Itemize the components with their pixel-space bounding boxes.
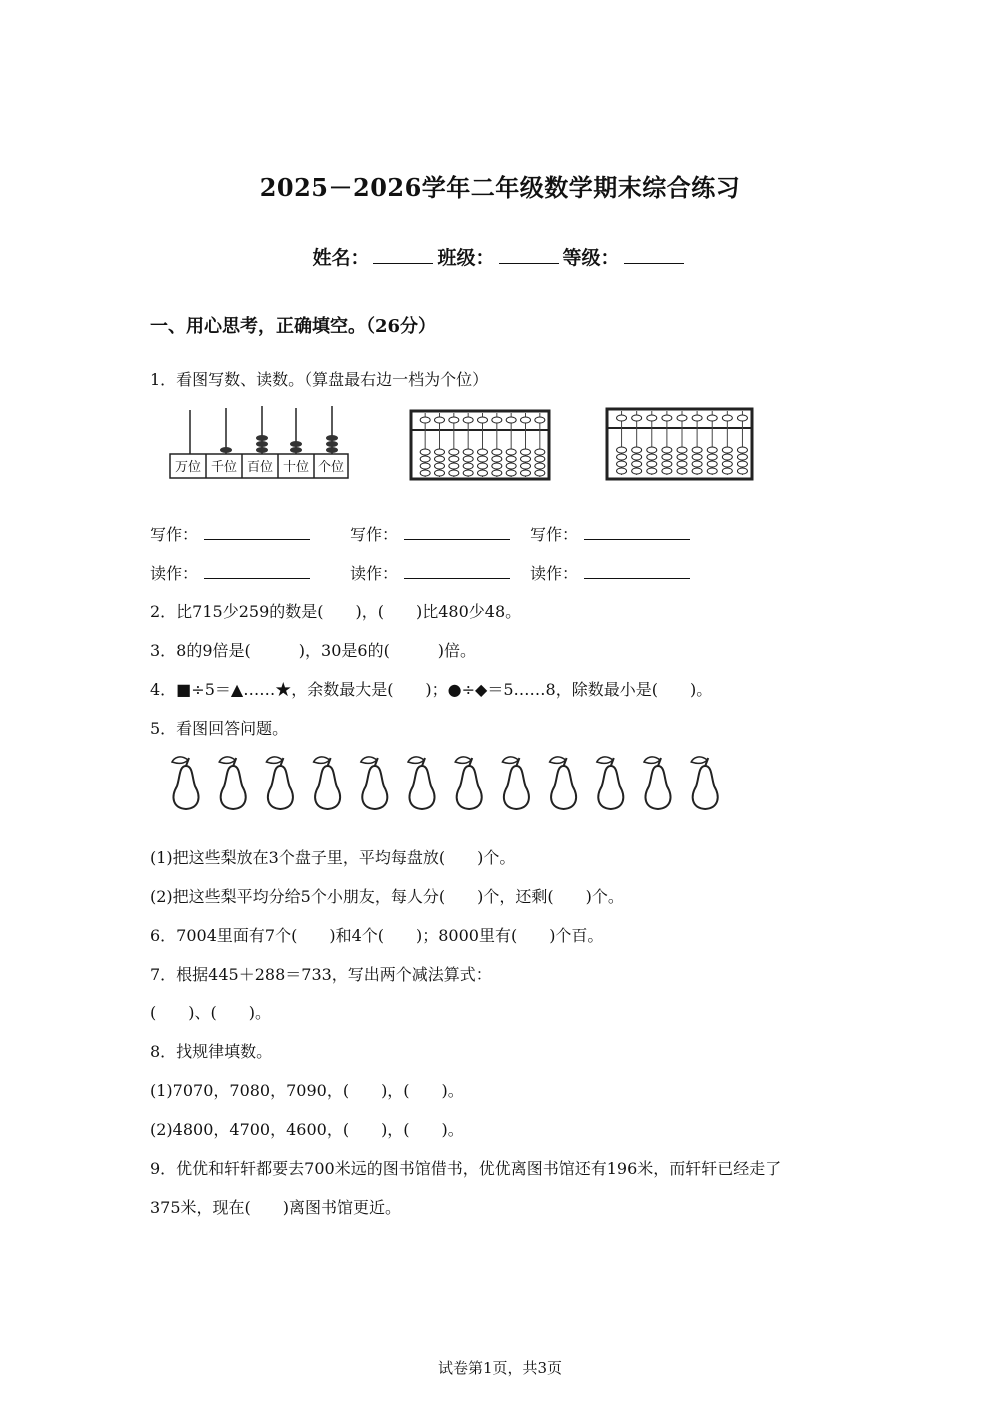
place-label-ge: 个位 (317, 460, 345, 475)
section-heading: 一、用心思考，正确填空。（26分） (150, 316, 437, 337)
write-field-3[interactable]: 写作： (530, 522, 690, 545)
question-7: 7．根据445＋288＝733，写出两个减法算式： (150, 965, 492, 984)
pear-icon (314, 757, 340, 809)
grade-blank[interactable] (624, 245, 684, 264)
pear-icon (550, 757, 576, 809)
place-label-shi: 十位 (282, 460, 310, 475)
question-1: 1．看图写数、读数。（算盘最右边一档为个位） (150, 370, 489, 389)
pear-icon (502, 757, 528, 809)
question-5-part-2: (2)把这些梨平均分给5个小朋友，每人分( )个，还剩( )个。 (150, 887, 624, 906)
place-label-qian: 千位 (210, 460, 238, 475)
page-footer: 试卷第1页，共3页 (437, 1359, 563, 1377)
pear-icon (455, 757, 481, 809)
class-label: 班级： (437, 247, 495, 269)
question-5: 5．看图回答问题。 (150, 719, 289, 738)
name-label: 姓名： (312, 247, 370, 269)
question-5-part-1: (1)把这些梨放在3个盘子里，平均每盘放( )个。 (150, 848, 516, 867)
read-field-2[interactable]: 读作： (350, 561, 510, 584)
pear-icon (644, 757, 670, 809)
grade-label: 等级： (562, 247, 620, 269)
abacus-image-2 (604, 406, 756, 484)
pear-icon (408, 757, 434, 809)
question-3: 3．8的9倍是( )，30是6的( )倍。 (150, 641, 477, 660)
place-label-bai: 百位 (246, 460, 274, 475)
pear-icon (219, 757, 245, 809)
pears-image (160, 752, 740, 814)
question-8: 8．找规律填数。 (150, 1042, 273, 1061)
question-9-line-1: 9．优优和轩轩都要去700米远的图书馆借书，优优离图书馆还有196米，而轩轩已经走了 (150, 1159, 782, 1178)
class-blank[interactable] (499, 245, 559, 264)
write-field-2[interactable]: 写作： (350, 522, 510, 545)
counting-frame-image (168, 402, 358, 482)
question-4: 4．■÷5＝▲……★，余数最大是( )；●÷◆＝5……8，除数最小是( )。 (150, 680, 713, 699)
question-2: 2．比715少259的数是( )，( )比480少48。 (150, 602, 522, 621)
question-9-line-2: 375米，现在( )离图书馆更近。 (150, 1198, 402, 1217)
question-8-part-1: (1)7070，7080，7090，( )，( )。 (150, 1081, 464, 1100)
page-title: 2025－2026学年二年级数学期末综合练习 (259, 173, 741, 202)
read-field-1[interactable]: 读作： (150, 561, 310, 584)
question-7-answer: ( )、( )。 (150, 1003, 271, 1022)
question-6: 6．7004里面有7个( )和4个( )；8000里有( )个百。 (150, 926, 604, 945)
name-blank[interactable] (373, 245, 433, 264)
student-info-line (0, 243, 1000, 270)
place-label-wan: 万位 (174, 460, 202, 475)
read-field-3[interactable]: 读作： (530, 561, 690, 584)
question-8-part-2: (2)4800，4700，4600，( )，( )。 (150, 1120, 464, 1139)
pear-icon (597, 757, 623, 809)
pear-icon (691, 757, 717, 809)
pear-icon (361, 757, 387, 809)
write-field-1[interactable]: 写作： (150, 522, 310, 545)
abacus-image-1 (408, 408, 553, 484)
pear-icon (266, 757, 292, 809)
pear-icon (172, 757, 198, 809)
